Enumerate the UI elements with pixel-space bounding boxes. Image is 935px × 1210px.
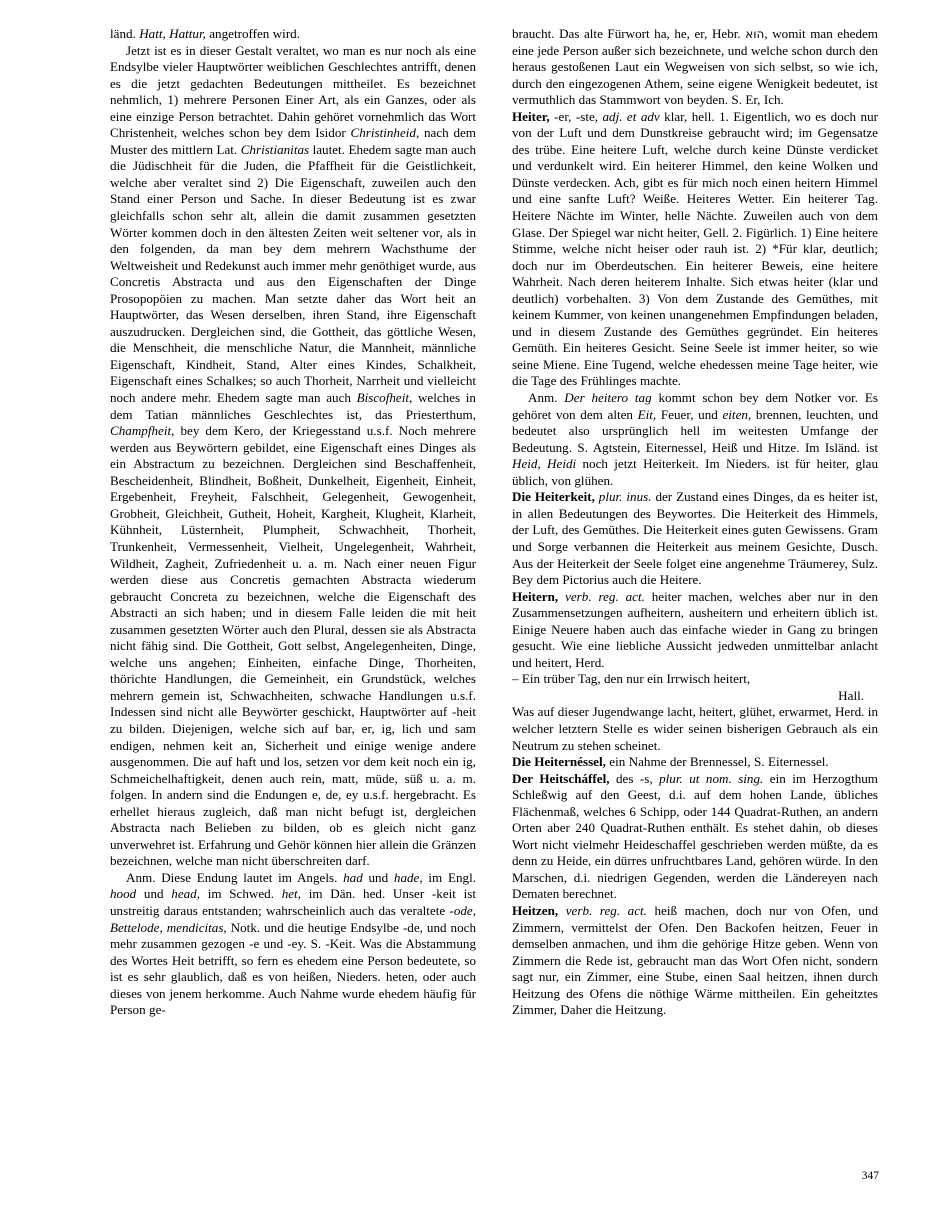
italic-run: Eit, [637,406,657,422]
italic-run: eiten, [722,406,752,422]
italic-run: Der heitero tag [564,390,652,406]
italic-run: hood [110,886,137,902]
paragraph [512,754,878,771]
hebrew-run: הוא [745,27,765,41]
paragraph [512,109,878,390]
text-run: Hall. [838,687,864,703]
text-run: im Dän. hed. Unser -keit ist unstreitig daraus entstanden; wahrscheinlich auch das veraltete [110,886,477,918]
text-run: – Ein trüber Tag, den nur ein Irrwisch heitert, [512,671,751,687]
text-run: Jetzt ist es in dieser Gestalt veraltet, wo man es nur noch als eine Endsylbe vieler Hauptwörter weiblichen Geschlechtes antrifft, denen es die jetzt gedachten Bedeutungen mittheilet. Es bezeichnet nehmlich, 1) mehrere Personen Einer Art, als ein Ganzes, oder als eine einzige Person betrachtet. Dahin gehöret vornehmlich das Wort Christenheit, welches schon bey dem Isidor [110,42,476,141]
italic-run: had [343,869,363,885]
text-run: nach dem Muster des mittlern Lat. [110,125,476,157]
paragraph [512,704,878,754]
page-number: 347 [861,1170,879,1182]
text-run: ein im Herzogthum Schleßwig auf den Geest, d.i. auf dem hohen Lande, übliches Flächenmaß, welches 6 Schipp, oder 144 Quadrat-Ruthen, an andern Orten aber 240 Quadrat-Ruthen enthält. Es stehet dahin, ob dieses Wort nicht vielmehr Heideschaffel geschrieben werden müßte, da es denn zu Heide, ein dürres unfruchtbares Land, gehören würde. In den Marschen, d.i. niedrigen Gegenden, werden die Ländereyen nach Dematen berechnet. [512,770,878,902]
text-run: noch jetzt Heiterkeit. Im Nieders. ist für heiter, glau üblich, von glühen. [512,456,878,488]
text-run: brennen, leuchten, und bedeutet also ursprünglich hell im weitesten Umfange der Bedeutung. S. Agtstein, Eiternessel, Heiß und Hitze. Im Isländ. ist [512,406,878,455]
headword: Die Heiternéssel, [512,754,606,770]
italic-run: adj. et adv [602,108,660,124]
italic-run: Biscofheit, [356,390,413,406]
italic-run: Heid, Heidi [512,456,577,472]
text-run: im Engl. [422,869,476,885]
text-run: heiß machen, doch nur von Ofen, und Zimmern, vermittelst der Ofen. Den Backofen heitzen, Feuer in demselben anmachen, und ihm die gehörige Hitze geben. Wenn von Zimmern die Rede ist, gebraucht man das Wort Ofen nicht, sondern sagt nur, ein Zimmer, eine Stube, einen Saal heitzen, ihnen durch Heitzung des Ofens die nöthige Wärme mittheilen. Ein geheitztes Zimmer, Daher die Heitzung. [512,902,878,1018]
paragraph [110,26,476,43]
paragraph [512,688,864,705]
text-run: bey dem Kero, der Kriegesstand u.s.f. Noch mehrere werden aus Beywörtern gebildet, eine Eigenschaft eines Dinges als ein Abstractum zu bezeichnen. Dergleichen sind Beschaffenheit, Bescheidenheit, Blindheit, Boßheit, Dunkelheit, Eigenheit, Einheit, Ergebenheit, Freyheit, Falschheit, Gelegenheit, Gewogenheit, Grobheit, Gleichheit, Gutheit, Hoheit, Kargheit, Klugheit, Klarheit, Kühnheit, Lüsternheit, Plumpheit, Schwachheit, Thorheit, Trunkenheit, Vermessenheit, Vielheit, Ungelegenheit, Wahrheit, Wildheit, Zagheit, Zufriedenheit u. a. m. Nach einer neuen Figur werden diese aus Concretis gemachten Abstracta wiederum gebraucht Concreta zu bezeichnen, welche die Eigenschaft des Abstracti an sich haben; und in diesem Falle leiden die mit heit zusammen gesetzten Wörter auch den Plural, dessen sie als Abstracta nicht fähig sind. Die Gottheit, Gott selbst, Angelegenheiten, Dinge, welche uns angehen; Einheiten, einfache Dinge, Thorheiten, thörichte Handlungen, die Gemeinheit, ein Grundstück, welches mehrern gemein ist, Schwachheiten, schwache Handlungen u.s.f. Indessen sind nicht alle Beywörter geschickt, Hauptwörter auf -heit zu bilden. Diejenigen, welche sich auf bar, er, ig, lich und sam endigen, nehmen keit an, Sicherheit und einige wenige andere ausgenommen. Die auf haft und los, setzen vor dem keit noch ein ig, Schmeichelhaftigkeit, denen auch rein, matt, müde, süß u. a. m. folgen. In andern sind die Endungen e, de, ey u.s.f. hergebracht. Es erhellet hieraus zugleich, daß man nicht befugt ist, dergleichen Abstracta nach Belieben zu bilden, ob es gleich nicht ganz unverwehret ist. Erfahrung und Gehör können hier allein die Gränzen bezeichnen, welche man nicht überschreiten darf. [110,423,476,869]
text-run [558,903,566,918]
text-run: des -s, [609,770,660,786]
italic-run: head, [171,886,200,902]
text-run: heiter machen, welches aber nur in den Zusammensetzungen aufheitern, ausheitern und erheitern üblich ist. Einige Neuere haben auch das einfache wieder in Gang zu bringen gesucht. Wie eine liebliche Aussicht jedweden unmittelbar anlacht und heitert, Herd. [512,588,878,670]
text-run: Anm. [528,390,565,406]
headword: Heitzen, [512,902,559,918]
italic-run: Hatt, Hattur, [139,26,206,41]
italic-run: plur. ut nom. sing. [659,770,764,786]
text-run: klar, hell. 1. Eigentlich, wo es doch nur von der Luft und dem Dunstkreise gebraucht wird; im Gegensatze des trübe. Eine heitere Luft, welche durch keine Dünste verdicket und verdunkelt wird. Ein heiterer Himmel, den keine Wolken und Dünste verdecken. Ach, gibt es für mich noch einen heitern Himmel und eine sanfte Luft? Weiße. Heiteres Wetter. Ein heiterer Tag. Heitere Nächte im Winter, helle Nächte. Zuweilen auch von dem Glase. Der Spiegel war nicht heiter, Gell. 2. Figürlich. 1) Eine heitere Stimme, welche nicht heiser oder rauh ist. 2) *Für klar, deutlich; doch nur im Oberdeutschen. Ein heiterer Beweis, eine heitere Wahrheit. Nach deren heiterem Inhalte. Sich etwas heiter (klar und deutlich) vorbehalten. 3) Von dem Zustande des Gemüthes, mit keinem Kummer, von keinen unangenehmen Empfindungen beladen, und in diesem Zustande des Gemüthes gegründet. Ein heiteres Gemüth. Ein heiteres Gesicht. Seine Seele ist immer heiter, so wie seine Miene. Eine Tugend, welche ehedessen meine Tage heiter, wie die Tage des Frühlinges machte. [512,108,878,389]
text-run: Anm. Diese Endung lautet im Angels. [126,869,344,885]
text-run: braucht. Das alte Fürwort ha, he, er, Hebr. [512,26,746,41]
paragraph [512,903,878,1019]
paragraph [512,671,878,688]
text-run: Was auf dieser Jugendwange lacht, heitert, glühet, erwarmet, Herd. in welcher letztern Stelle es wider seinen bisherigen Gebrauch als ein Neutrum zu stehen scheinet. [512,704,878,753]
text-run: und [362,869,394,885]
right-text-column [512,26,878,1019]
two-column-layout [110,26,879,1019]
italic-run: Champfheit, [110,423,175,439]
paragraph [512,489,878,588]
paragraph [512,26,878,109]
headword: Heitern, [512,588,559,604]
headword: Heiter, [512,108,550,124]
text-run: ein Nahme der Brennessel, S. Eiternessel. [605,754,829,770]
paragraph [512,390,878,489]
headword: Der Heitscháffel, [512,770,610,786]
headword: Die Heiterkeit, [512,489,595,505]
text-run: angetroffen wird. [205,26,301,41]
text-run: kommt schon bey dem Notker vor. Es gehöret von dem alten [512,390,878,422]
text-run: lautet. Ehedem sagte man auch die Jüdischheit für die Juden, die Pfaffheit für die Geistlichkeit, welche aber veraltet sind 2) Die Eigenschaft, zuweilen auch den Stand einer Person und Sache. In dieser Bedeutung ist es zwar gleichfalls schon sehr alt, allein die damit zusammen gesetzten Wörter kommen doch in den ältesten Zeiten weit seltener vor, als in den folgenden, da man bey dem mehrern Wachsthume der Weltweisheit und Redekunst auch immer mehr genöthiget wurde, aus Concretis Abstracta und aus den Eigenschaften der Dinge Prosopopöien zu machen. Man setzte daher das Wort heit an Hauptwörter, das Wesen derselben, ihren Stand, ihre Eigenschaft auszudrucken. Dergleichen sind, die Gottheit, das göttliche Wesen, die Menschheit, die menschliche Natur, die Mannheit, männliche Eigenschaft, Kindheit, Stand, Alter eines Kindes, Schalkheit, Eigenschaft eines Schalkes; so auch Thorheit, Narrheit und vielleicht noch andere mehr. Ehedem sagte man auch [110,141,476,406]
text-run: im Schwed. [200,886,282,902]
text-run: Notk. und die heutige Endsylbe -de, und noch mehr zusammen gezogen -e und -ey. S. -Keit. Was die Abstammung des Wortes Heit betrifft, so fern es ehedem eine Person bedeutete, so ist es sehr glaublich, daß es von heißen, Nieders. heten, oder auch dieses von jenem herkomme. Auch Nahme wurde ehedem häufig für Person ge- [110,919,476,1018]
paragraph [512,589,878,672]
italic-run: verb. reg. act. [565,902,647,918]
text-run: der Zustand eines Dinges, da es heiter ist, in allen Bedeutungen des Beywortes. Die Heiterkeit des Himmels, der Luft, des Gemüthes. Die Heiterkeit eines guten Gewissens. Gram und Sorge verbannen die Heiterkeit aus meinem Gesichte, Dusch. Aus der Heiterkeit der Seele folget eine angenehme Träumerey, Sulz. Bey dem Pictorius auch die Heitere. [512,489,878,588]
paragraph [110,870,476,1019]
paragraph [110,43,476,870]
text-run: und [136,886,172,902]
text-run: welches in dem Tatian männliches Geschlechtes ist, das Priesterthum, [110,390,476,422]
paragraph [512,771,878,903]
italic-run: verb. reg. act. [565,588,645,604]
italic-run: plur. inus. [598,489,652,505]
italic-run: -ode, Bettelode, mendicitas, [110,902,476,935]
text-run: Feuer, und [656,406,723,422]
text-run: länd. [110,26,140,41]
italic-run: Christinheid, [350,125,420,141]
italic-run: het, [281,886,301,902]
italic-run: hade, [393,869,423,885]
italic-run: Christianitas [240,141,310,157]
text-run: -er, -ste, [549,108,603,124]
left-text-column [110,26,476,1019]
text-run: , womit man ehedem eine jede Person außer sich bezeichnete, und welche schon durch den heraus gestoßenen Laut ein Wegweisen von sich selbst, so wie ich, durch den eingezogenen Athem, seine eigene Wenigkeit bedeutet, ist vermuthlich das Stammwort von beyden. S. Er, Ich. [512,26,878,108]
